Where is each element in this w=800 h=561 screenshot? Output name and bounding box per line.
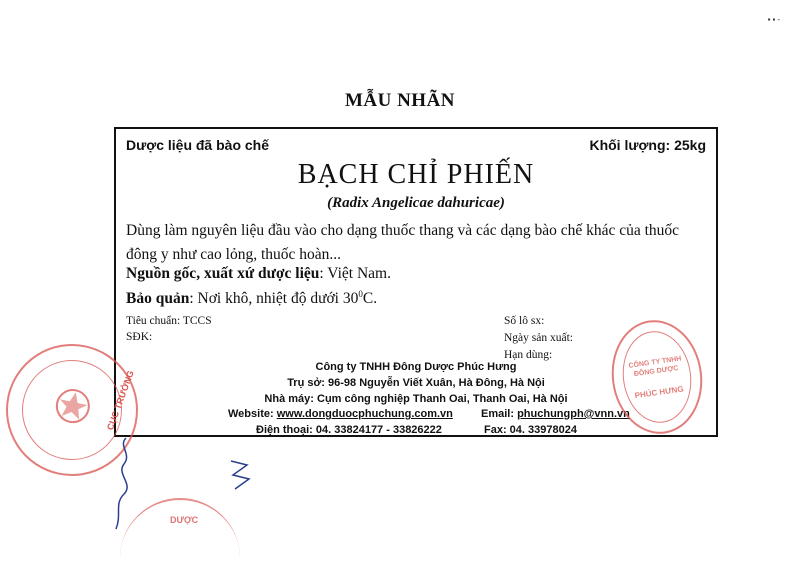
website-link[interactable]: www.dongduocphuchung.com.vn [276, 408, 453, 420]
factory-address: Nhà máy: Cụm công nghiệp Thanh Oai, Thanh Oai, Hà Nội [264, 393, 568, 405]
page-title: MẪU NHÃN [344, 90, 456, 111]
fax: Fax: 04. 33978024 [484, 424, 577, 436]
company-stamp-label: PHÚC HƯNG [634, 384, 685, 401]
latin-name: (Radix Angelicae dahuricae) [327, 195, 505, 211]
phone: Điện thoại: 04. 33824177 - 33826222 [256, 424, 442, 436]
storage-value: : Nơi khô, nhiệt độ dưới 30 [189, 290, 359, 308]
origin-value: : Việt Nam. [319, 265, 391, 282]
expiry-date: Hạn dùng: [504, 349, 553, 361]
handwritten-mark-icon [225, 455, 255, 495]
email-link[interactable]: phuchungph@vnn.vn [517, 408, 630, 420]
lot-number: Số lô sx: [504, 315, 545, 327]
bottom-stamp-fragment [120, 498, 240, 560]
head-office: Trụ sở: 96-98 Nguyễn Viết Xuân, Hà Đông, Hà Nội [287, 377, 545, 389]
company-name: Công ty TNHH Đông Dược Phúc Hưng [315, 361, 517, 373]
email-label: Email: [481, 408, 518, 420]
website-line [228, 408, 453, 420]
registration-number: SĐK: [126, 331, 153, 343]
bottom-stamp-text: DƯỢC [170, 515, 199, 525]
storage-tail: C. [362, 290, 378, 308]
usage-text: Dùng làm nguyên liệu đầu vào cho dạng thuốc thang và các dạng bào chế khác của thuốc đông y như cao lỏng, thuốc hoàn... [126, 222, 680, 263]
storage-superscript: 0 [358, 289, 363, 299]
manufacture-date: Ngày sản xuất: [504, 332, 573, 344]
label-category: Dược liệu đã bào chế [126, 137, 270, 153]
origin-line [126, 265, 391, 283]
signature-icon [112, 434, 130, 534]
company-stamp-text: CÔNG TY TNHH ĐÔNG DƯỢC [628, 355, 682, 379]
authority-stamp-emblem-icon [49, 382, 96, 429]
storage-label: Bảo quản [126, 290, 190, 308]
label-weight: Khối lượng: 25kg [589, 137, 706, 153]
email-line [481, 408, 630, 420]
origin-label: Nguồn gốc, xuất xứ dược liệu [126, 265, 320, 282]
storage-line [126, 289, 377, 308]
website-label: Website: [228, 408, 277, 420]
signer-title: CỤC TRƯỞNG [105, 369, 136, 432]
standard: Tiêu chuẩn: TCCS [126, 315, 212, 327]
product-name: BẠCH CHỈ PHIẾN [297, 159, 535, 190]
scan-marks: ▪ ▪ ‐ [767, 15, 780, 24]
